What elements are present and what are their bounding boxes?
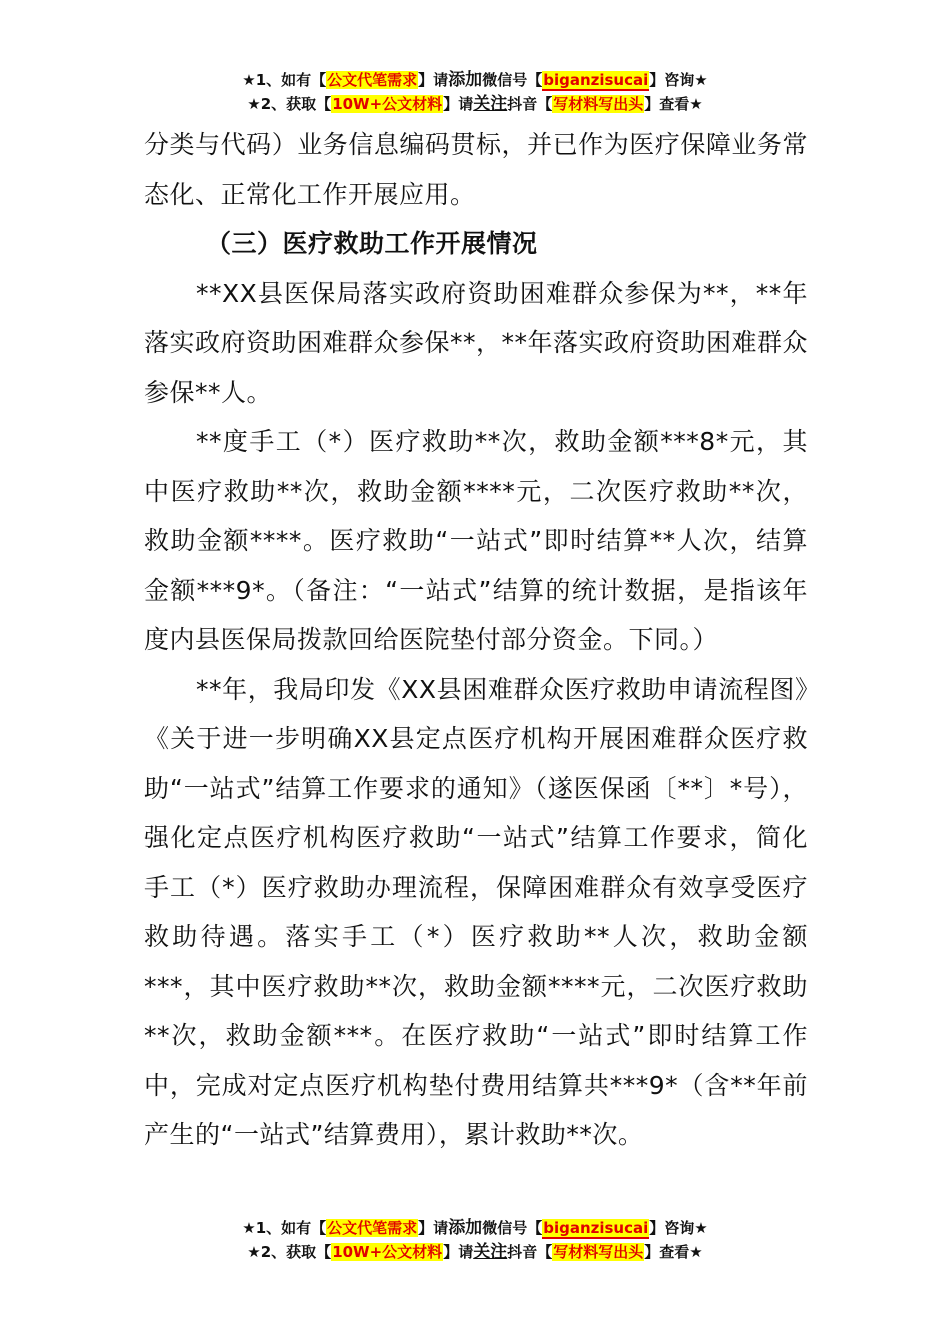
header-banner <box>0 68 950 116</box>
banner-line-1 <box>0 1216 950 1240</box>
banner-text: 】请 <box>418 1219 449 1237</box>
banner-line-2 <box>0 1240 950 1264</box>
banner-text: 】咨询★ <box>649 71 708 89</box>
banner-emphasis: 添加 <box>448 70 483 90</box>
banner-text: ★1、如有【 <box>242 71 327 89</box>
banner-text: 】查看★ <box>644 95 703 113</box>
banner-line-2 <box>0 92 950 116</box>
banner-text: 微信号【 <box>482 71 543 89</box>
banner-text: 】请 <box>418 71 449 89</box>
paragraph: **度手工（*）医疗救助**次，救助金额***8*元，其中医疗救助**次，救助金额****元，二次医疗救助**次，救助金额****。医疗救助“一站式”即时结算**人次，结算金额***9*。（备注：“一站式”结算的统计数据，是指该年度内县医保局拨款回给医院垫付部分资金。下同。） <box>144 427 808 654</box>
banner-highlight-wechat-id: biganzisucai <box>543 1219 649 1237</box>
banner-text: 抖音【 <box>507 95 553 113</box>
banner-highlight: 公文代笔需求 <box>327 71 418 89</box>
banner-text: 】查看★ <box>644 1243 703 1261</box>
paragraph: **XX县医保局落实政府资助困难群众参保为**，**年落实政府资助困难群众参保**，**年落实政府资助困难群众参保**人。 <box>144 278 809 407</box>
banner-text: 】咨询★ <box>649 1219 708 1237</box>
document-body <box>144 120 808 1160</box>
paragraph: **年，我局印发《XX县困难群众医疗救助申请流程图》《关于进一步明确XX县定点医疗机构开展困难群众医疗救助“一站式”结算工作要求的通知》（遂医保函〔**〕*号），强化定点医疗机构医疗救助“一站式”结算工作要求，简化手工（*）医疗救助办理流程，保障困难群众有效享受医疗救助待遇。落实手工（*）医疗救助**人次，救助金额***，其中医疗救助**次，救助金额****元，二次医疗救助**次，救助金额***。在医疗救助“一站式”即时结算工作中，完成对定点医疗机构垫付费用结算共***9*（含**年前产生的“一站式”结算费用），累计救助**次。 <box>144 674 808 1149</box>
banner-text: 抖音【 <box>507 1243 553 1261</box>
banner-text: ★2、获取【 <box>247 95 332 113</box>
paragraph-continuation: 分类与代码）业务信息编码贯标，并已作为医疗保障业务常态化、正常化工作开展应用。 <box>144 130 808 209</box>
banner-emphasis: 关注 <box>473 94 508 114</box>
footer-banner <box>0 1216 950 1264</box>
banner-highlight-douyin: 写材料写出头 <box>553 1243 644 1261</box>
banner-emphasis: 添加 <box>448 1218 483 1238</box>
banner-text: 微信号【 <box>482 1219 543 1237</box>
banner-text: ★2、获取【 <box>247 1243 332 1261</box>
banner-text: ★1、如有【 <box>242 1219 327 1237</box>
banner-highlight: 10W+公文材料 <box>332 1243 443 1261</box>
banner-highlight-wechat-id: biganzisucai <box>543 71 649 89</box>
banner-line-1 <box>0 68 950 92</box>
banner-text: 】请 <box>443 95 474 113</box>
banner-highlight-douyin: 写材料写出头 <box>553 95 644 113</box>
section-heading: （三）医疗救助工作开展情况 <box>206 229 538 258</box>
banner-emphasis: 关注 <box>473 1242 508 1262</box>
banner-text: 】请 <box>443 1243 474 1261</box>
banner-highlight: 10W+公文材料 <box>332 95 443 113</box>
banner-highlight: 公文代笔需求 <box>327 1219 418 1237</box>
